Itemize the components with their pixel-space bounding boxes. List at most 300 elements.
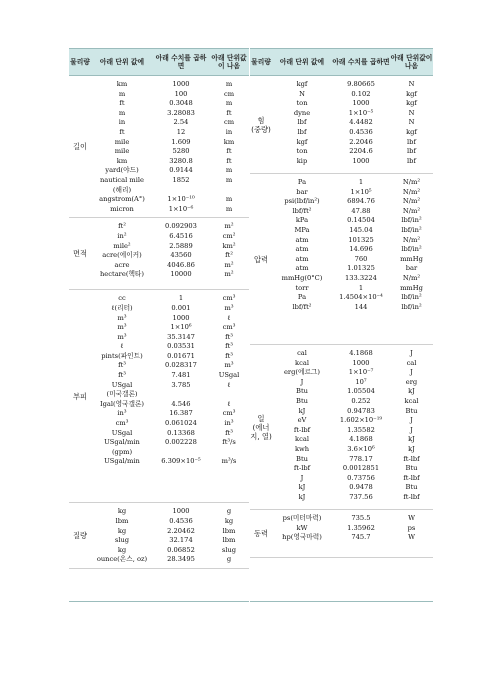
conversion-factor: 1×10⁻⁵	[348, 108, 374, 117]
unit-value: J	[410, 349, 413, 357]
conversion-factor: 1.35582	[347, 425, 375, 434]
conversion-factor: 0.4536	[349, 127, 373, 136]
conversion-factor: 1.05504	[347, 387, 375, 396]
table-group-row	[250, 76, 433, 174]
unit-value: ft³	[225, 351, 233, 360]
conversion-factor: 0.3048	[169, 99, 193, 108]
unit-value: in³	[224, 419, 234, 428]
unit-value: m	[225, 166, 233, 175]
unit-value: mile²	[113, 241, 131, 250]
unit-value: m³	[224, 361, 234, 370]
unit-value: in³	[117, 409, 127, 418]
unit-value: N/m²	[402, 235, 421, 244]
factor-column-cell	[153, 76, 209, 218]
conversion-factor: 12	[176, 127, 186, 136]
unit-value: lbf	[297, 118, 307, 127]
unit-value: kJ	[408, 444, 415, 453]
unit-value: ps	[407, 523, 416, 532]
unit-value: ft³	[225, 332, 233, 341]
conversion-factor: 1.602×10⁻¹⁹	[339, 416, 383, 425]
quantity-label: 압력	[250, 174, 272, 345]
unit-value: cm	[223, 118, 235, 127]
unit-value: cm³	[222, 294, 236, 303]
unit-value: ft³	[118, 361, 126, 370]
to-column-cell	[209, 290, 249, 503]
unit-value: cal	[297, 349, 307, 357]
conversion-factor: 4.1868	[349, 435, 373, 444]
factor-column-cell	[332, 174, 390, 345]
unit-value: cm³	[222, 409, 236, 418]
unit-value: lbf/in²	[401, 245, 422, 254]
unit-value: cc	[118, 294, 126, 303]
unit-value: kg	[117, 545, 127, 554]
unit-value: ft-lbf	[403, 473, 420, 482]
unit-value: ft-lbf	[403, 492, 420, 501]
unit-value: ft	[226, 108, 232, 117]
conversion-factor: 3.6×10⁶	[347, 444, 375, 453]
header-to-unit: 아래 단위값이 나옴	[390, 49, 433, 76]
quantity-label: 동력	[250, 510, 272, 558]
unit-value: lbm	[115, 516, 129, 525]
conversion-factor: 1	[178, 294, 184, 303]
conversion-table-right	[250, 48, 433, 558]
unit-value: lbm	[222, 526, 236, 535]
unit-value: bar	[296, 187, 308, 196]
unit-value: hp(영국마력)	[282, 533, 322, 542]
factor-column-cell	[153, 503, 209, 569]
conversion-factor: 1000	[352, 156, 370, 165]
unit-value: kJ	[408, 387, 415, 396]
table-header-row	[69, 49, 249, 76]
unit-value: Igal(영국갤론)	[99, 399, 145, 408]
unit-value: Pa	[297, 178, 307, 186]
unit-value: ft	[119, 99, 125, 108]
conversion-factor: 3.785	[171, 380, 191, 389]
unit-value: ℓ	[120, 342, 124, 351]
unit-value: in²	[117, 231, 127, 240]
factor-column-cell	[332, 76, 390, 174]
unit-value	[209, 186, 249, 196]
table-bottom-rule	[250, 601, 433, 602]
unit-value: J	[300, 473, 304, 482]
unit-value: acre(에이커)	[102, 251, 142, 260]
unit-value: MPa	[294, 225, 310, 234]
unit-value: mmHg	[400, 283, 423, 292]
conversion-factor: 1000	[172, 507, 190, 516]
from-column-cell	[272, 345, 332, 510]
conversion-factor: 2.20462	[167, 526, 195, 535]
unit-value: ps(미터마력)	[282, 514, 322, 522]
unit-value: ft³	[225, 342, 233, 351]
conversion-factor: 7.481	[171, 371, 191, 380]
unit-value: kJ	[298, 483, 306, 492]
unit-value: kgf	[406, 99, 417, 108]
unit-value: atm	[295, 254, 309, 263]
unit-value: m	[225, 99, 233, 108]
conversion-factor: 1×10⁵	[350, 187, 372, 196]
unit-value: lbf/ft²	[292, 302, 312, 311]
unit-value: erg(에르그)	[283, 368, 321, 377]
conversion-factor: 10⁷	[355, 377, 367, 386]
unit-value: nautical mile	[99, 175, 144, 184]
unit-value: W	[408, 514, 415, 522]
conversion-factor: 9.80665	[347, 80, 375, 88]
unit-value: atm	[295, 264, 309, 273]
unit-value: ft²	[118, 222, 126, 231]
unit-value: ℓ	[227, 399, 231, 408]
unit-value: ℓ	[227, 313, 231, 322]
conversion-factor: 100	[174, 89, 188, 98]
conversion-factor: 0.252	[351, 396, 371, 405]
unit-value: km	[223, 137, 235, 146]
unit-value: ton	[296, 147, 308, 156]
unit-value: m	[118, 108, 126, 117]
conversion-factor: 0.028317	[165, 361, 197, 370]
unit-value: lbf/in²	[401, 216, 422, 225]
unit-value: kcal	[295, 435, 309, 444]
conversion-factor: 1000	[352, 358, 370, 367]
unit-value: ft²	[225, 251, 233, 260]
conversion-factor: 0.9144	[169, 166, 193, 175]
unit-value: mmHg	[400, 254, 423, 263]
unit-value: atm	[295, 235, 309, 244]
unit-value: kgf	[296, 80, 308, 88]
conversion-factor: 1000	[352, 99, 370, 108]
unit-value: hectare(헥타)	[100, 270, 144, 279]
conversion-factor: 1×10⁻¹⁰	[167, 195, 195, 204]
unit-value: kgf	[406, 89, 417, 98]
table-group-row	[69, 290, 249, 503]
from-column-cell	[272, 510, 332, 558]
unit-value: m³/s	[221, 457, 237, 466]
unit-value: eV	[297, 416, 307, 425]
unit-value: dyne	[293, 108, 311, 117]
unit-value: m³	[224, 303, 234, 312]
unit-value: lbf/in²	[401, 293, 422, 302]
unit-value: m	[225, 80, 233, 88]
table-group-row	[250, 510, 433, 558]
unit-value: ft	[226, 156, 232, 165]
conversion-factor: 0.94783	[347, 406, 375, 415]
to-column-cell	[390, 510, 433, 558]
unit-value: N/m²	[402, 187, 421, 196]
header-from-unit: 아래 단위 값에	[91, 49, 153, 76]
unit-value: angstrom(A°)	[99, 195, 145, 204]
conversion-factor: 1.35962	[347, 523, 375, 532]
conversion-factor: 760	[354, 254, 368, 263]
conversion-factor: 778.17	[349, 454, 373, 463]
conversion-factor: 10000	[170, 270, 192, 279]
unit-value: kJ	[408, 435, 415, 444]
from-column-cell	[91, 503, 153, 569]
conversion-factor: 16.387	[169, 409, 193, 418]
conversion-factor: 0.9478	[349, 483, 373, 492]
unit-value: m²	[224, 222, 234, 231]
unit-value: m³	[117, 323, 127, 332]
unit-value: atm	[295, 245, 309, 254]
quantity-label: 일 (에너 지, 열)	[250, 345, 272, 510]
conversion-factor: 35.3147	[167, 332, 195, 341]
unit-value: m³	[117, 313, 127, 322]
unit-value: slug	[221, 545, 237, 554]
conversion-factor: 1.4504×10⁻⁴	[339, 293, 383, 302]
unit-value: km²	[222, 241, 236, 250]
from-column-cell	[91, 76, 153, 218]
unit-value: kgf	[296, 137, 308, 146]
unit-value: m³	[117, 332, 127, 341]
unit-value: kPa	[295, 216, 309, 225]
table-bottom-rule	[69, 601, 249, 602]
unit-value: kJ	[298, 406, 306, 415]
unit-value: kcal	[295, 358, 309, 367]
unit-value: kg	[117, 507, 127, 516]
conversion-factor: 28.3495	[167, 555, 195, 564]
unit-value: m	[118, 89, 126, 98]
table-group-row	[69, 218, 249, 290]
conversion-factor: 6894.76	[347, 197, 375, 206]
unit-value: lbf	[407, 156, 416, 165]
conversion-factor: 5280	[172, 147, 190, 156]
unit-value: ton	[296, 99, 308, 108]
table-group-row	[69, 76, 249, 218]
unit-value: km	[116, 80, 128, 88]
unit-value: ounce(온스, oz)	[96, 555, 148, 564]
conversion-factor: 32.174	[169, 536, 193, 545]
quantity-label: 면적	[69, 218, 91, 290]
conversion-factor: 4046.86	[167, 260, 195, 269]
unit-value: cm³	[222, 323, 236, 332]
unit-value: mmHg(0°C)	[281, 273, 323, 282]
unit-value: g	[226, 555, 232, 564]
conversion-factor	[153, 390, 209, 400]
unit-value: mile	[114, 137, 130, 146]
conversion-factor: 133.3224	[345, 273, 377, 282]
conversion-factor: 14.696	[349, 245, 373, 254]
unit-value: acre	[114, 260, 130, 269]
table-header-row	[250, 49, 433, 76]
unit-value: N	[408, 80, 415, 88]
unit-value: kW	[296, 523, 308, 532]
unit-value: N/m²	[402, 206, 421, 215]
conversion-factor: 2.2046	[349, 137, 373, 146]
header-to-unit: 아래 단위값이 나옴	[209, 49, 249, 76]
conversion-factor: 1.609	[171, 137, 191, 146]
unit-value: lbf/in²	[401, 225, 422, 234]
unit-value: J	[300, 377, 304, 386]
unit-value: cal	[406, 358, 417, 367]
conversion-factor: 4.546	[171, 399, 191, 408]
unit-value: Btu	[296, 387, 308, 396]
conversion-factor	[153, 186, 209, 196]
unit-value: torr	[295, 283, 309, 292]
unit-value: cm²	[222, 231, 236, 240]
conversion-factor: 0.102	[351, 89, 371, 98]
conversion-factor: 0.06852	[167, 545, 195, 554]
unit-value: (해리)	[112, 185, 132, 194]
unit-value: m	[225, 204, 233, 213]
conversion-factor: 1	[358, 283, 364, 292]
header-quantity: 물리량	[69, 49, 91, 76]
unit-value: J	[410, 416, 413, 425]
unit-value: W	[408, 533, 415, 542]
unit-value: cm³	[115, 419, 129, 428]
header-from-unit: 아래 단위 값에	[272, 49, 332, 76]
unit-value: ℓ(리터)	[111, 303, 133, 312]
conversion-factor: 2204.6	[349, 147, 373, 156]
unit-value: lbm	[222, 536, 236, 545]
conversion-factor: 4.1868	[349, 349, 373, 357]
header-factor: 아래 수치를 곱하면	[153, 49, 209, 76]
conversion-factor: 1.01325	[347, 264, 375, 273]
conversion-factor: 1×10⁻⁶	[168, 204, 194, 213]
unit-value: ft-lbf	[293, 425, 311, 434]
conversion-factor: 43560	[170, 251, 192, 260]
conversion-factor: 0.092903	[165, 222, 197, 231]
unit-value: ft³	[225, 428, 233, 437]
conversion-factor: 0.13368	[167, 428, 195, 437]
conversion-factor: 47.88	[351, 206, 371, 215]
to-column-cell	[390, 345, 433, 510]
unit-value: m²	[224, 270, 234, 279]
conversion-factor: 0.14504	[347, 216, 375, 225]
quantity-label: 길이	[69, 76, 91, 218]
unit-value: slug	[114, 536, 130, 545]
conversion-factor: 0.0012851	[342, 464, 380, 473]
conversion-factor: 6.309×10⁻⁵	[161, 457, 201, 466]
conversion-factor: 2.54	[173, 118, 189, 127]
unit-value: ft-lbf	[403, 454, 420, 463]
conversion-factor: 0.061024	[165, 419, 197, 428]
table-group-row	[250, 174, 433, 345]
to-column-cell	[209, 76, 249, 218]
header-quantity: 물리량	[250, 49, 272, 76]
conversion-table-left	[69, 48, 249, 569]
unit-value: Btu	[405, 406, 418, 415]
unit-value: in	[225, 127, 233, 136]
from-column-cell	[91, 218, 153, 290]
unit-value: pints(파인트)	[101, 351, 143, 360]
from-column-cell	[272, 174, 332, 345]
conversion-factor: 0.4536	[169, 516, 193, 525]
unit-value: km	[116, 156, 128, 165]
unit-value: J	[410, 425, 413, 434]
unit-value: USgal/min	[104, 457, 140, 466]
unit-value: ft-lbf	[293, 464, 311, 473]
unit-value: cm	[223, 89, 235, 98]
unit-value: Btu	[296, 454, 308, 463]
conversion-factor: 737.56	[349, 492, 373, 501]
conversion-factor: 0.73756	[347, 473, 375, 482]
unit-value	[209, 390, 249, 400]
factor-column-cell	[332, 510, 390, 558]
unit-value: kJ	[298, 492, 306, 501]
unit-value: kwh	[294, 444, 310, 453]
unit-value: m	[225, 195, 233, 204]
unit-value: m	[225, 175, 233, 184]
conversion-factor: 1000	[172, 313, 190, 322]
conversion-factor: 144	[354, 302, 368, 311]
to-column-cell	[390, 76, 433, 174]
table-group-row	[69, 503, 249, 569]
unit-value: kcal	[404, 396, 419, 405]
unit-value: N/m²	[402, 178, 421, 186]
header-factor: 아래 수치를 곱하면	[332, 49, 390, 76]
unit-value: yard(야드)	[105, 166, 139, 175]
unit-value: USgal	[111, 428, 133, 437]
unit-value: Btu	[405, 483, 418, 492]
unit-value: kg	[224, 516, 234, 525]
conversion-factor: 1×10⁻⁷	[348, 368, 374, 377]
unit-value: mile	[114, 147, 130, 156]
unit-value: ℓ	[227, 380, 231, 389]
unit-value: ft	[119, 127, 125, 136]
conversion-factor: 735.5	[351, 514, 371, 522]
unit-value: J	[410, 368, 413, 377]
unit-value: lbf	[407, 137, 416, 146]
unit-value: USgal	[111, 380, 133, 389]
unit-value: erg	[405, 377, 418, 386]
unit-value: Pa	[297, 293, 307, 302]
conversion-factor: 1852	[172, 175, 190, 184]
unit-value: N	[299, 89, 305, 98]
unit-value: (gpm)	[111, 447, 133, 456]
unit-value: N	[408, 118, 415, 127]
unit-value: N/m²	[402, 197, 421, 206]
right-table-body	[250, 76, 433, 558]
unit-value: Btu	[405, 464, 418, 473]
unit-value: lbf	[297, 127, 307, 136]
unit-value: ft	[226, 147, 232, 156]
conversion-factor: 2.5889	[169, 241, 193, 250]
conversion-factor: 745.7	[351, 533, 371, 542]
unit-value: lbf/in²	[401, 302, 422, 311]
quantity-label: 힘 (중량)	[250, 76, 272, 174]
conversion-factor	[153, 448, 209, 458]
unit-value: micron	[110, 204, 134, 213]
from-column-cell	[91, 290, 153, 503]
unit-value: g	[226, 507, 232, 516]
unit-value	[209, 448, 249, 458]
conversion-factor: 0.03531	[167, 342, 195, 351]
conversion-factor: 145.04	[349, 225, 373, 234]
unit-value: kgf	[406, 127, 417, 136]
unit-value: USgal	[218, 371, 240, 380]
table-group-row	[250, 345, 433, 510]
conversion-factor: 3280.8	[169, 156, 193, 165]
unit-value: Btu	[296, 396, 308, 405]
unit-value: in	[118, 118, 126, 127]
unit-value: N/m²	[402, 273, 421, 282]
unit-value: lbf	[407, 147, 416, 156]
to-column-cell	[390, 174, 433, 345]
unit-value: USgal/min	[104, 438, 140, 447]
unit-value: ft³	[118, 371, 126, 380]
factor-column-cell	[332, 345, 390, 510]
unit-value: kip	[296, 156, 308, 165]
unit-value: N	[408, 108, 415, 117]
to-column-cell	[209, 503, 249, 569]
quantity-label: 질량	[69, 503, 91, 569]
conversion-factor: 6.4516	[169, 231, 193, 240]
quantity-label: 부피	[69, 290, 91, 503]
unit-value: kg	[117, 526, 127, 535]
to-column-cell	[209, 218, 249, 290]
conversion-factor: 0.002228	[165, 438, 197, 447]
left-table-body	[69, 76, 249, 569]
conversion-factor: 0.001	[171, 303, 191, 312]
factor-column-cell	[153, 218, 209, 290]
conversion-factor: 1×10⁶	[170, 323, 192, 332]
